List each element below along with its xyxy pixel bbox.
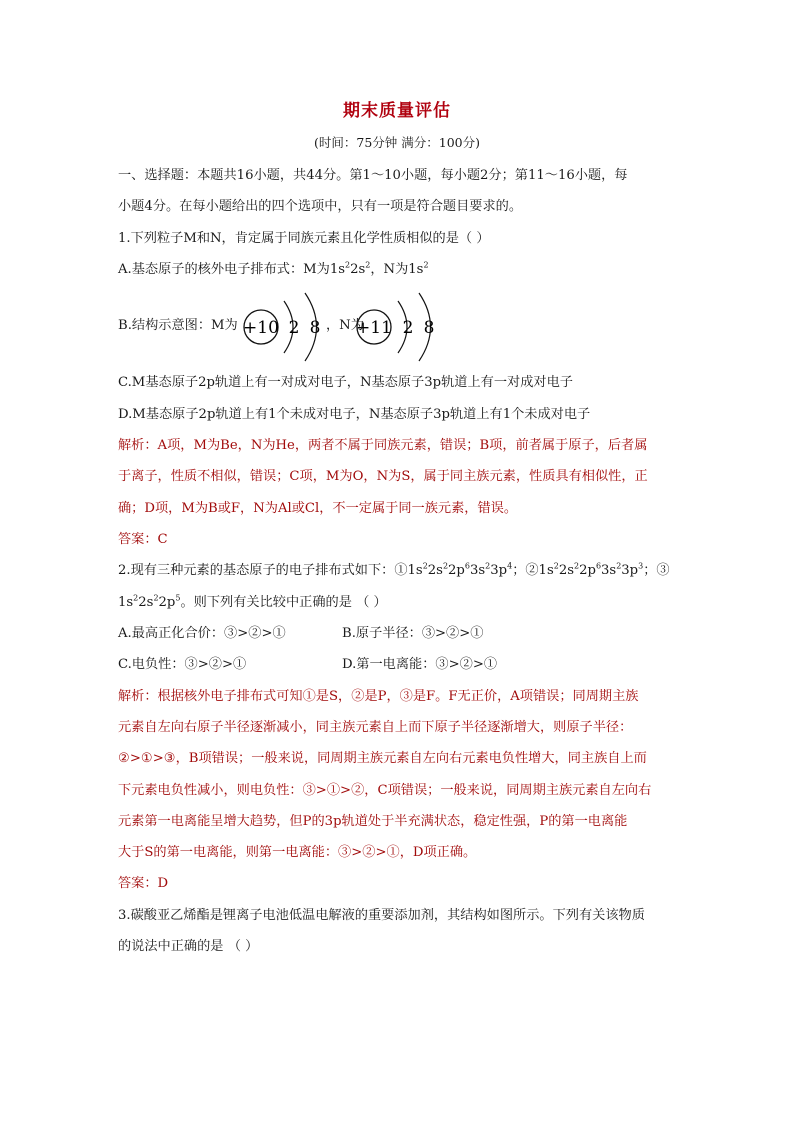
q1-option-c: C.M基态原子2p轨道上有一对成对电子，N基态原子3p轨道上有一对成对电子	[118, 375, 573, 390]
page-title: 期末质量评估	[343, 101, 451, 121]
q2-analysis-line-3: ②>①>③，B项错误；一般来说，同周期主族元素自左向右元素电负性增大，同主族自上而	[118, 751, 647, 766]
exam-info: (时间：75分钟 满分：100分)	[314, 135, 480, 150]
q1-stem: 1.下列粒子M和N，肯定属于同族元素且化学性质相似的是（ ）	[118, 231, 490, 246]
q2-stem-line-2: $1s^22s^22p^5$。则下列有关比较中正确的是 （ ）	[118, 593, 387, 610]
n-nucleus-charge: +11	[356, 318, 392, 338]
section-instructions-line-1: 一、选择题：本题共16小题，共44分。第1～10小题，每小题2分；第11～16小题，每	[118, 168, 628, 183]
q2-option-b: B.原子半径：③>②>①	[342, 626, 484, 641]
q2-stem-line-1: 2.现有三种元素的基态原子的电子排布式如下：$①1s^22s^22p^63s^23p^4$；$②1s^22s^22p^63s^23p^3$；③	[118, 561, 670, 578]
q2-analysis-line-6: 大于S的第一电离能，则第一电离能：③>②>①，D项正确。	[118, 845, 477, 860]
q3-stem-line-2: 的说法中正确的是 （ ）	[118, 939, 259, 954]
m-shell-2-electrons: 8	[309, 318, 321, 338]
q1-analysis-line-2: 于离子，性质不相似，错误；C项，M为O，N为S，属于同主族元素，性质具有相似性，正	[118, 469, 648, 484]
q2-answer: 答案：D	[118, 876, 169, 891]
q1-analysis-line-1: 解析：A项，M为Be，N为He，两者不属于同族元素，错误；B项，前者属于原子，后者属	[118, 438, 648, 453]
q1-option-b	[118, 291, 448, 363]
q3-stem-line-1: 3.碳酸亚乙烯酯是锂离子电池低温电解液的重要添加剂，其结构如图所示。下列有关该物质	[118, 908, 645, 923]
q2-analysis-line-4: 下元素电负性减小，则电负性：③>①>②，C项错误；一般来说，同周期主族元素自左向右	[118, 783, 652, 798]
m-shell-1-electrons: 2	[288, 318, 300, 338]
q1-answer: 答案：C	[118, 532, 168, 547]
q1-option-a: A.基态原子的核外电子排布式：M为$1s^22s^2$，N为$1s^2$	[118, 260, 429, 277]
section-instructions-line-2: 小题4分。在每小题给出的四个选项中，只有一项是符合题目要求的。	[118, 199, 523, 214]
q1-analysis-line-3: 确；D项，M为B或F，N为Al或Cl，不一定属于同一族元素，错误。	[118, 501, 518, 516]
q2-options-row-1	[118, 624, 678, 644]
atomic-structure-diagrams	[118, 291, 448, 363]
q2-option-a: A.最高正化合价：③>②>①	[118, 626, 286, 641]
n-shell-2-electrons: 8	[423, 318, 435, 338]
q2-options-row-2	[118, 655, 678, 675]
q1-option-d: D.M基态原子2p轨道上有1个未成对电子，N基态原子3p轨道上有1个未成对电子	[118, 407, 591, 422]
q2-analysis-line-2: 元素自左向右原子半径逐渐减小，同主族元素自上而下原子半径逐渐增大，则原子半径：	[118, 720, 633, 735]
n-shell-1-electrons: 2	[402, 318, 414, 338]
q1-option-b-label: B.结构示意图：M为	[118, 318, 238, 333]
q2-analysis-line-5: 元素第一电离能呈增大趋势，但P的3p轨道处于半充满状态，稳定性强，P的第一电离能	[118, 814, 628, 829]
q2-analysis-line-1: 解析：根据核外电子排布式可知①是S，②是P，③是F。F无正价，A项错误；同周期主族	[118, 689, 639, 704]
q2-option-d: D.第一电离能：③>②>①	[342, 657, 498, 672]
m-nucleus-charge: +10	[243, 318, 279, 338]
q1-option-b-n-label: ，N为	[326, 318, 364, 333]
q2-option-c: C.电负性：③>②>①	[118, 657, 247, 672]
